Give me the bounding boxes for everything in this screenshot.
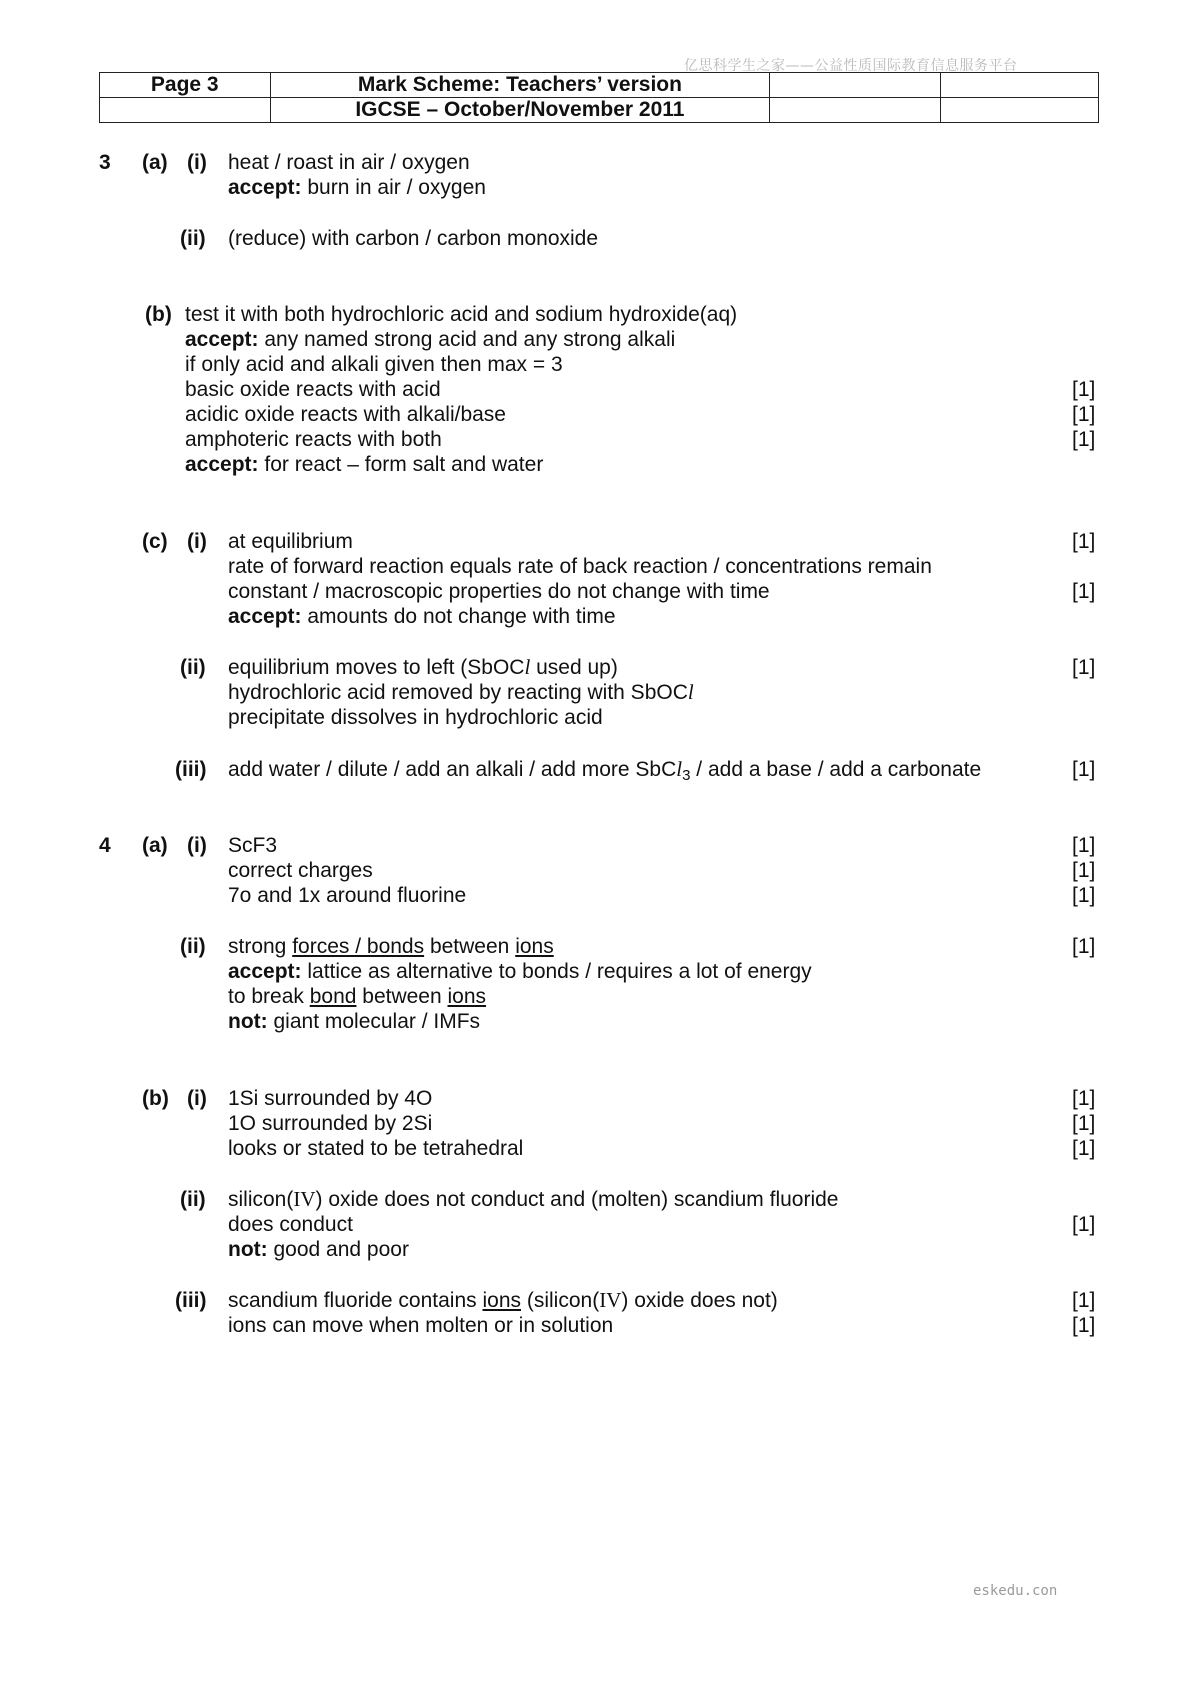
answer-text: between — [424, 935, 516, 958]
answer-line: 7o and 1x around fluorine — [228, 884, 467, 907]
answer-text: equilibrium moves to left (SbOC — [228, 656, 525, 679]
part-label: (a) — [142, 151, 168, 174]
question-number: 3 — [99, 151, 111, 174]
mark: [1] — [1072, 428, 1096, 451]
answer-line — [228, 604, 616, 629]
subpart-label: (i) — [187, 1087, 207, 1110]
mark: [1] — [1072, 935, 1096, 958]
answer-line: test it with both hydrochloric acid and sodium hydroxide(aq) — [185, 303, 738, 326]
mark: [1] — [1072, 758, 1096, 781]
answer-line: correct charges — [228, 859, 373, 882]
chlorine-ell: l — [687, 680, 694, 704]
chlorine-ell: l — [524, 655, 531, 679]
answer-text: add water / dilute / add an alkali / add more SbC — [228, 758, 677, 781]
answer-text: strong — [228, 935, 293, 958]
answer-line — [185, 327, 675, 352]
mark: [1] — [1072, 1137, 1096, 1160]
answer-text: used up) — [530, 656, 618, 679]
subpart-label: (iii) — [175, 1289, 207, 1312]
answer-line: at equilibrium — [228, 530, 353, 553]
answer-line — [185, 452, 543, 477]
answer-line — [228, 1187, 839, 1212]
not-keyword: not: — [228, 1238, 268, 1261]
mark: [1] — [1072, 859, 1096, 882]
answer-line: 1Si surrounded by 4O — [228, 1087, 433, 1110]
mark: [1] — [1072, 1314, 1096, 1337]
part-label: (a) — [142, 834, 168, 857]
answer-line — [228, 984, 486, 1009]
answer-line — [228, 1009, 480, 1034]
underlined-keyword: forces / bonds — [292, 935, 425, 958]
answer-line — [228, 655, 618, 680]
answer-line: looks or stated to be tetrahedral — [228, 1137, 524, 1160]
subpart-label: (i) — [187, 151, 207, 174]
accept-keyword: accept: — [185, 328, 259, 351]
header-table — [99, 72, 1099, 123]
mark: [1] — [1072, 403, 1096, 426]
subpart-label: (ii) — [180, 1188, 206, 1211]
underlined-keyword: ions — [447, 985, 487, 1008]
part-label: (b) — [142, 1087, 169, 1110]
roman-numeral: IV — [599, 1288, 622, 1312]
answer-line: ScF3 — [228, 834, 278, 857]
header-cell-empty — [940, 98, 1098, 123]
header-cell-empty — [770, 73, 940, 98]
mark: [1] — [1072, 656, 1096, 679]
part-label: (c) — [142, 530, 168, 553]
header-cell-empty — [770, 98, 940, 123]
mark: [1] — [1072, 1087, 1096, 1110]
subpart-label: (ii) — [180, 656, 206, 679]
answer-text: ) oxide does not conduct and (molten) scandium fluoride — [315, 1188, 839, 1211]
mark: [1] — [1072, 1112, 1096, 1135]
answer-text: (silicon( — [521, 1289, 600, 1312]
answer-text: amounts do not change with time — [301, 605, 616, 628]
accept-keyword: accept: — [228, 176, 302, 199]
answer-line: does conduct — [228, 1213, 353, 1236]
answer-line — [228, 680, 694, 705]
answer-line — [228, 934, 554, 959]
answer-text: silicon( — [228, 1188, 294, 1211]
answer-text: to break — [228, 985, 310, 1008]
subpart-label: (i) — [187, 834, 207, 857]
answer-text: between — [356, 985, 448, 1008]
answer-text: lattice as alternative to bonds / requires a lot of energy — [301, 960, 812, 983]
answer-line: acidic oxide reacts with alkali/base — [185, 403, 506, 426]
question-number: 4 — [99, 834, 111, 857]
accept-keyword: accept: — [228, 960, 302, 983]
answer-line — [228, 1237, 409, 1262]
subpart-label: (i) — [187, 530, 207, 553]
subpart-label: (ii) — [180, 227, 206, 250]
answer-text: scandium fluoride contains — [228, 1289, 483, 1312]
underlined-keyword: bond — [309, 985, 357, 1008]
answer-text: burn in air / oxygen — [301, 176, 486, 199]
watermark-top: 亿思科学生之家——公益性质国际教育信息服务平台 — [684, 58, 1018, 74]
answer-text: any named strong acid and any strong alkali — [258, 328, 676, 351]
answer-line: heat / roast in air / oxygen — [228, 151, 470, 174]
answer-text: hydrochloric acid removed by reacting with SbOC — [228, 681, 688, 704]
header-cell-empty — [100, 98, 271, 123]
subscript: 3 — [682, 767, 691, 784]
answer-text: ) oxide does not) — [621, 1289, 778, 1312]
document-title: Mark Scheme: Teachers’ version — [270, 73, 770, 98]
answer-text: good and poor — [267, 1238, 409, 1261]
answer-line: 1O surrounded by 2Si — [228, 1112, 433, 1135]
answer-line: basic oxide reacts with acid — [185, 378, 441, 401]
answer-line: rate of forward reaction equals rate of back reaction / concentrations remain — [228, 555, 932, 578]
mark: [1] — [1072, 1213, 1096, 1236]
mark: [1] — [1072, 884, 1096, 907]
answer-line: ions can move when molten or in solution — [228, 1314, 614, 1337]
subpart-label: (iii) — [175, 758, 207, 781]
part-label: (b) — [145, 303, 172, 326]
answer-line: precipitate dissolves in hydrochloric acid — [228, 706, 603, 729]
answer-line: (reduce) with carbon / carbon monoxide — [228, 227, 599, 250]
mark: [1] — [1072, 834, 1096, 857]
answer-text: giant molecular / IMFs — [267, 1010, 481, 1033]
accept-keyword: accept: — [228, 605, 302, 628]
roman-numeral: IV — [293, 1187, 316, 1211]
exam-title: IGCSE – October/November 2011 — [270, 98, 770, 123]
answer-text: for react – form salt and water — [258, 453, 544, 476]
answer-text: / add a base / add a carbonate — [690, 758, 982, 781]
header-cell-empty — [940, 73, 1098, 98]
accept-keyword: accept: — [185, 453, 259, 476]
answer-line — [228, 959, 812, 984]
page-number: Page 3 — [100, 73, 271, 98]
answer-line — [228, 175, 486, 200]
answer-line: constant / macroscopic properties do not change with time — [228, 580, 770, 603]
answer-line: if only acid and alkali given then max = 3 — [185, 353, 563, 376]
mark: [1] — [1072, 580, 1096, 603]
answer-line — [228, 1288, 778, 1313]
answer-line — [228, 757, 981, 782]
watermark-bottom: eskedu.con — [973, 1583, 1058, 1599]
underlined-keyword: ions — [482, 1289, 522, 1312]
answer-line: amphoteric reacts with both — [185, 428, 442, 451]
mark: [1] — [1072, 1289, 1096, 1312]
subpart-label: (ii) — [180, 935, 206, 958]
not-keyword: not: — [228, 1010, 268, 1033]
mark: [1] — [1072, 378, 1096, 401]
mark: [1] — [1072, 530, 1096, 553]
chlorine-ell: l — [676, 757, 683, 781]
underlined-keyword: ions — [515, 935, 554, 958]
